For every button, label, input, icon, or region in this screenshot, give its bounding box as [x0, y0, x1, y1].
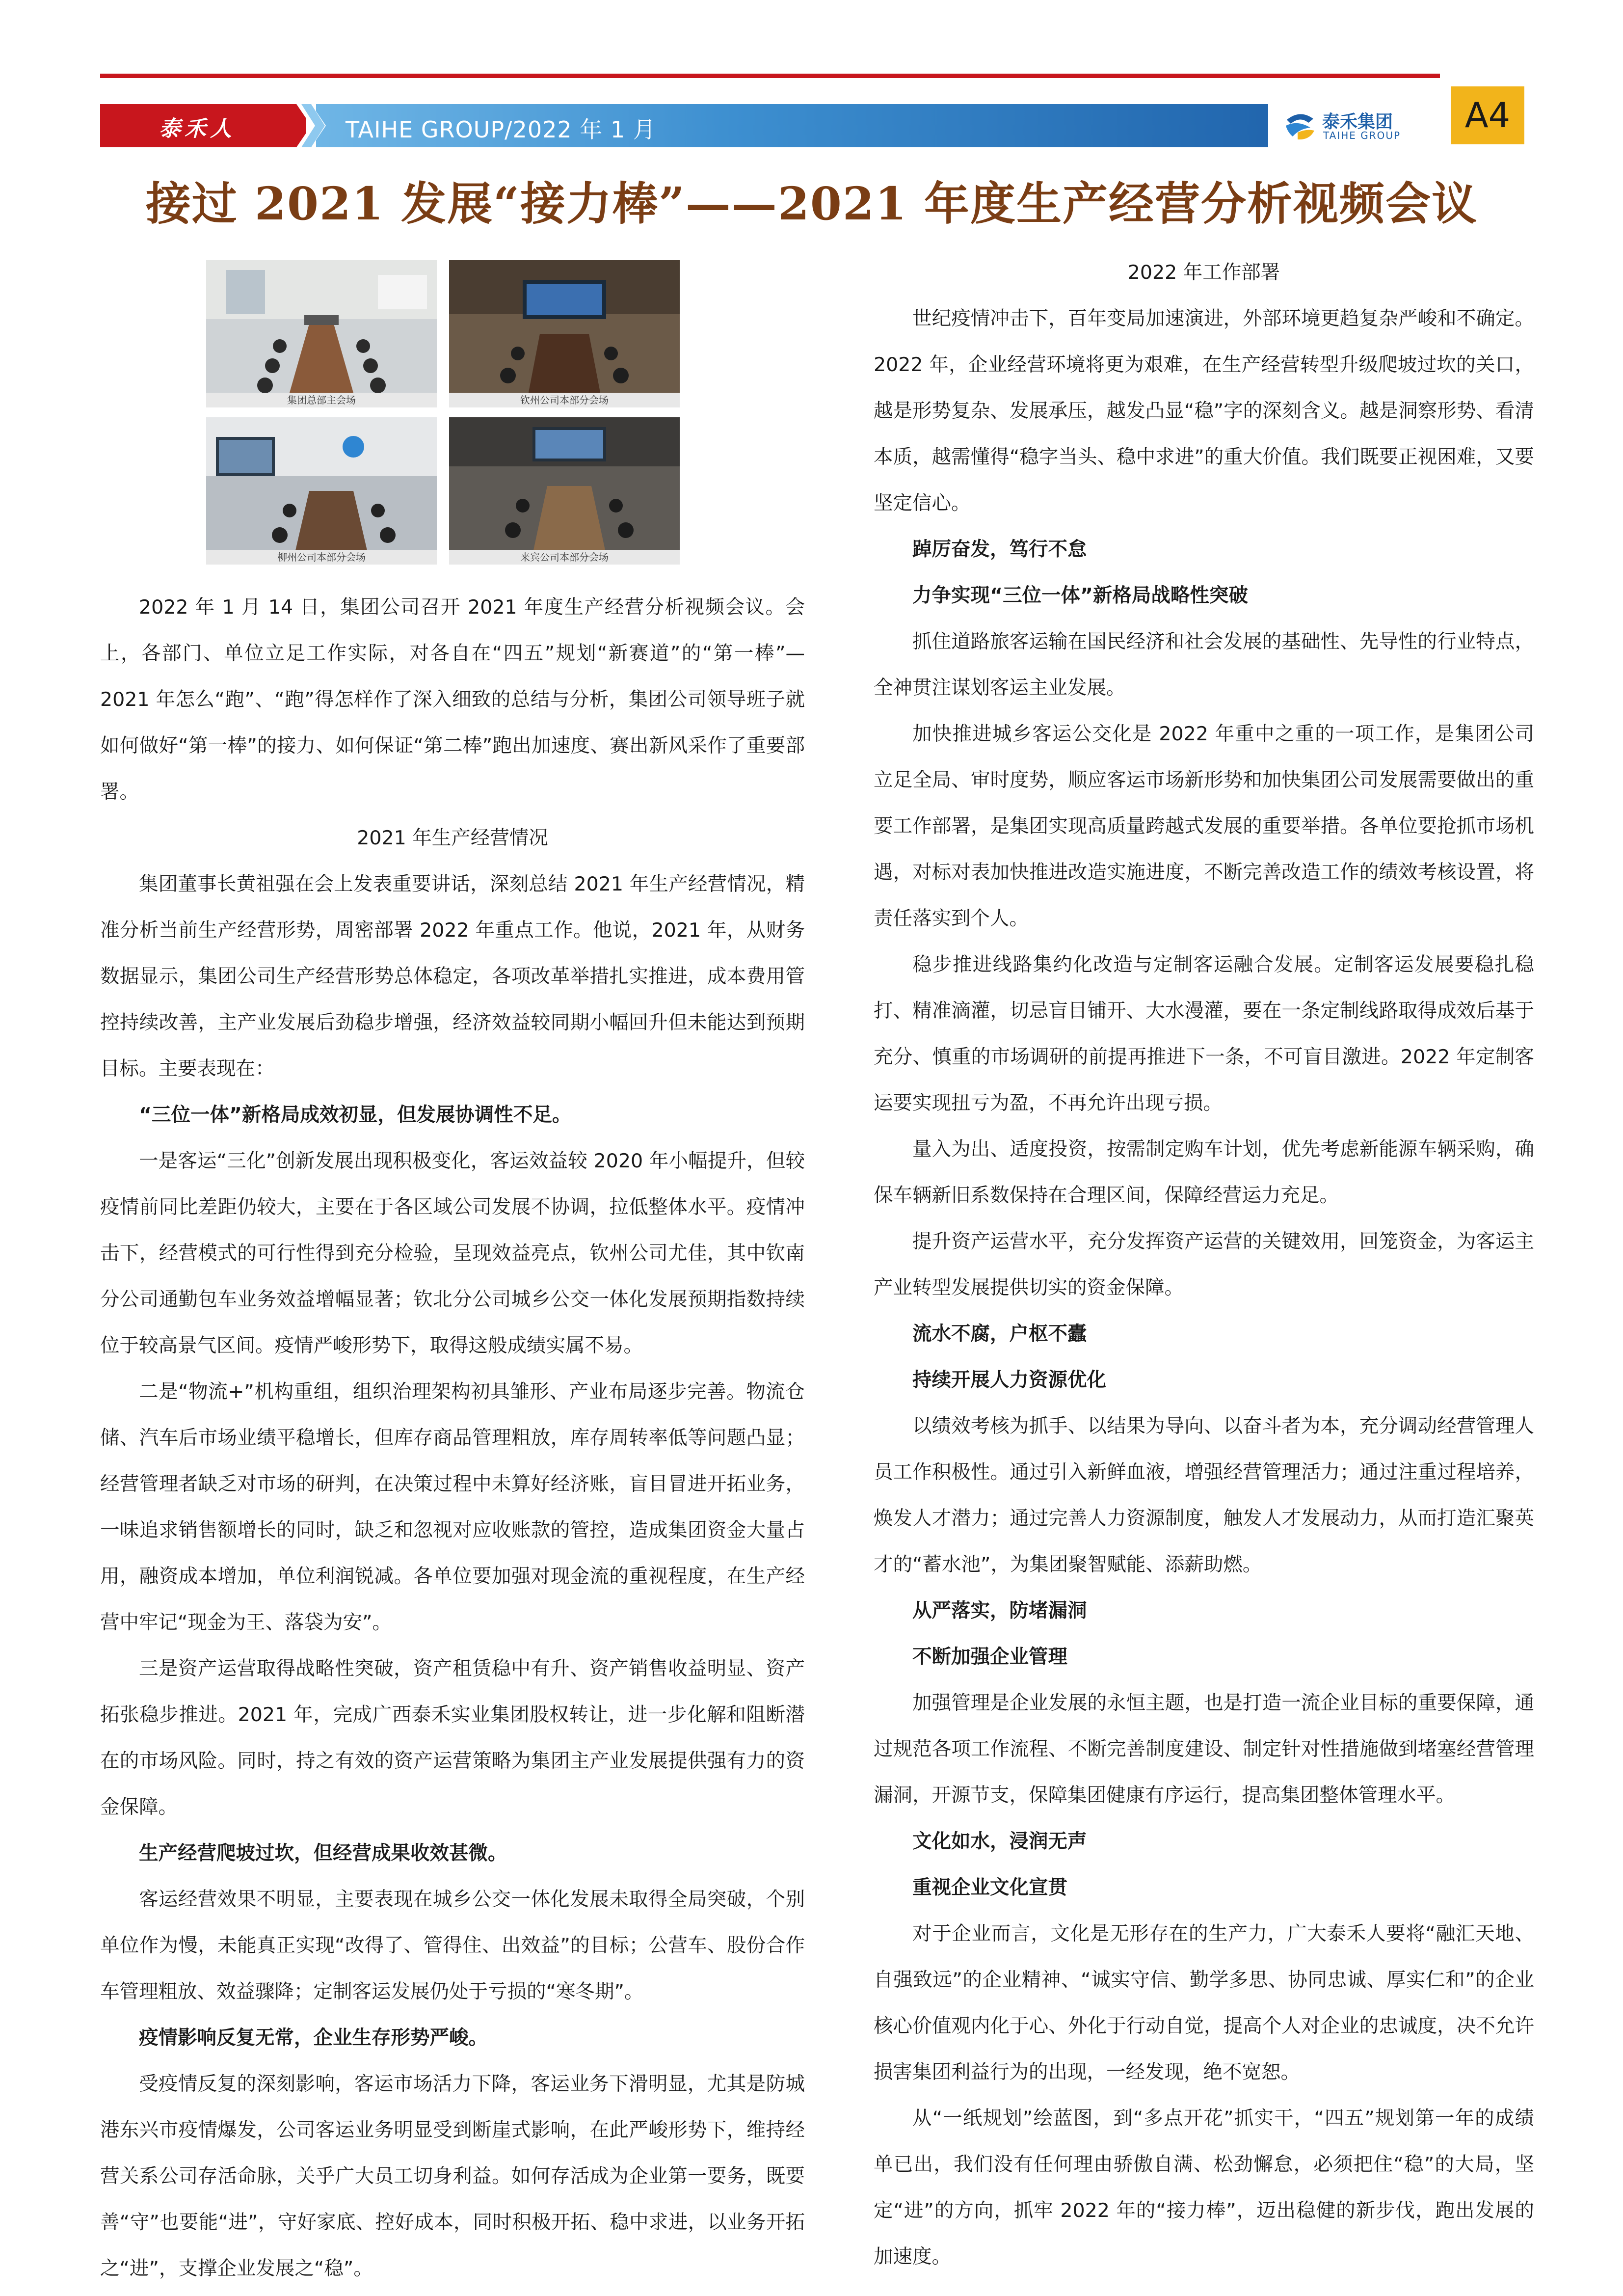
chevron-icon: [296, 104, 326, 147]
masthead-issue: TAIHE GROUP/2022 年 1 月: [346, 116, 656, 143]
logo-text-cn: 泰禾集团: [1322, 112, 1393, 132]
right-article-column: [874, 249, 1534, 2280]
paragraph: 世纪疫情冲击下，百年变局加速演进，外部环境更趋复杂严峻和不确定。2022 年，企业经营环境将更为艰难，在生产经营转型升级爬坡过坎的关口，越是形势复杂、发展承压，越发凸显“稳”字的深刻含义。越是洞察形势、看清本质，越需懂得“稳字当头、稳中求进”的重大价值。我们既要正视困难，又要坚定信心。: [874, 307, 1534, 514]
photo-caption: 钦州公司本部分会场: [449, 393, 680, 407]
photo-hq-main-venue: [206, 260, 437, 407]
photo-qinzhou-venue: [449, 260, 680, 407]
bold-subheading: 从严落实，防堵漏洞: [912, 1599, 1087, 1622]
paragraph: 从“一纸规划”绘蓝图，到“多点开花”抓实干，“四五”规划第一年的成绩单已出，我们没有任何理由骄傲自满、松劲懈怠，必须把住“稳”的大局，坚定“进”的方向，抓牢 2022 年的“接力棒”，迈出稳健的新步伐，跑出发展的加速度。: [874, 2107, 1534, 2268]
section-heading: 2022 年工作部署: [1127, 261, 1280, 284]
logo-text-en: TAIHE GROUP: [1323, 130, 1401, 141]
paragraph: 提升资产运营水平，充分发挥资产运营的关键效用，回笼资金，为客运主产业转型发展提供切实的资金保障。: [874, 1230, 1534, 1299]
bold-subheading: 疫情影响反复无常，企业生存形势严峻。: [139, 2026, 488, 2049]
section-heading: 2021 年生产经营情况: [357, 827, 548, 849]
masthead-band: [100, 104, 1440, 147]
paragraph: 稳步推进线路集约化改造与定制客运融合发展。定制客运发展要稳扎稳打、精准滴灌，切忌盲目铺开、大水漫灌，要在一条定制线路取得成效后基于充分、慎重的市场调研的前提再推进下一条，不可盲目激进。2022 年定制客运要实现扭亏为盈，不再允许出现亏损。: [874, 953, 1534, 1114]
paragraph: 二是“物流+”机构重组，组织治理架构初具雏形、产业布局逐步完善。物流仓储、汽车后市场业绩平稳增长，但库存商品管理粗放，库存周转率低等问题凸显；经营管理者缺乏对市场的研判，在决策过程中未算好经济账，盲目冒进开拓业务，一味追求销售额增长的同时，缺乏和忽视对应收账款的管控，造成集团资金大量占用，融资成本增加，单位利润锐减。各单位要加强对现金流的重视程度，在生产经营中牢记“现金为王、落袋为安”。: [100, 1380, 805, 1634]
photo-caption: 集团总部主会场: [206, 393, 437, 407]
paragraph: 量入为出、适度投资，按需制定购车计划，优先考虑新能源车辆采购，确保车辆新旧系数保持在合理区间，保障经营运力充足。: [874, 1138, 1534, 1207]
photo-liuzhou-venue: [206, 417, 437, 565]
article-headline: 接过 2021 发展“接力棒”——2021 年度生产经营分析视频会议: [145, 177, 1478, 230]
paragraph: 抓住道路旅客运输在国民经济和社会发展的基础性、先导性的行业特点，全神贯注谋划客运主业发展。: [874, 630, 1534, 699]
bold-subheading: 文化如水，浸润无声: [912, 1830, 1087, 1853]
paragraph: 客运经营效果不明显，主要表现在城乡公交一体化发展未取得全局突破，个别单位作为慢，未能真正实现“改得了、管得住、出效益”的目标；公营车、股份合作车管理粗放、效益骤降；定制客运发展仍处于亏损的“寒冬期”。: [100, 1888, 805, 2003]
masthead-brand: 泰禾人: [159, 116, 236, 141]
bold-subheading: 生产经营爬坡过坎，但经营成果收效甚微。: [139, 1842, 507, 1864]
paragraph: 加快推进城乡客运公交化是 2022 年重中之重的一项工作，是集团公司立足全局、审时度势，顺应客运市场新形势和加快集团公司发展需要做出的重要工作部署，是集团实现高质量跨越式发展的重要举措。各单位要抢抓市场机遇，对标对表加快推进改造实施进度，不断完善改造工作的绩效考核设置，将责任落实到个人。: [874, 723, 1534, 930]
paragraph: 三是资产运营取得战略性突破，资产租赁稳中有升、资产销售收益明显、资产拓张稳步推进。2021 年，完成广西泰禾实业集团股权转让，进一步化解和阻断潜在的市场风险。同时，持之有效的资产运营策略为集团主产业发展提供强有力的资金保障。: [100, 1657, 805, 1818]
paragraph: 加强管理是企业发展的永恒主题，也是打造一流企业目标的重要保障，通过规范各项工作流程、不断完善制度建设、制定针对性措施做到堵塞经营管理漏洞，开源节支，保障集团健康有序运行，提高集团整体管理水平。: [874, 1692, 1534, 1807]
page-number-tab: A4: [1451, 86, 1524, 144]
photo-laibin-venue: [449, 417, 680, 565]
photo-caption: 柳州公司本部分会场: [206, 550, 437, 565]
bold-subheading: 持续开展人力资源优化: [912, 1369, 1106, 1391]
photo-grid: [206, 260, 682, 565]
paragraph: 一是客运“三化”创新发展出现积极变化，客运效益较 2020 年小幅提升，但较疫情前同比差距仍较大，主要在于各区域公司发展不协调，拉低整体水平。疫情冲击下，经营模式的可行性得到充分检验，呈现效益亮点，钦州公司尤佳，其中钦南分公司通勤包车业务效益增幅显著；钦北分公司城乡公交一体化发展预期指数持续位于较高景气区间。疫情严峻形势下，取得这般成绩实属不易。: [100, 1150, 805, 1357]
top-red-rule: [100, 74, 1440, 78]
bold-subheading: 流水不腐，户枢不蠹: [912, 1323, 1087, 1345]
photo-caption: 来宾公司本部分会场: [449, 550, 680, 565]
bold-subheading: 力争实现“三位一体”新格局战略性突破: [912, 584, 1248, 607]
bold-subheading: “三位一体”新格局成效初显，但发展协调性不足。: [139, 1104, 572, 1126]
paragraph: 受疫情反复的深刻影响，客运市场活力下降，客运业务下滑明显，尤其是防城港东兴市疫情爆发，公司客运业务明显受到断崖式影响，在此严峻形势下，维持经营关系公司存活命脉，关乎广大员工切身利益。如何存活成为企业第一要务，既要善“守”也要能“进”，守好家底、控好成本，同时积极开拓、稳中求进，以业务开拓之“进”，支撑企业发展之“稳”。: [100, 2073, 805, 2280]
left-article-column: [100, 584, 805, 2292]
taihe-logo-icon: [1283, 109, 1317, 142]
bold-subheading: 踔厉奋发，笃行不怠: [912, 538, 1087, 561]
paragraph: 以绩效考核为抓手、以结果为导向、以奋斗者为本，充分调动经营管理人员工作积极性。通过引入新鲜血液，增强经营管理活力；通过注重过程培养，焕发人才潜力；通过完善人力资源制度，触发人才发展动力，从而打造汇聚英才的“蓄水池”，为集团聚智赋能、添薪助燃。: [874, 1415, 1534, 1576]
paragraph: 对于企业而言，文化是无形存在的生产力，广大泰禾人要将“融汇天地、自强致远”的企业精神、“诚实守信、勤学多思、协同忠诚、厚实仁和”的企业核心价值观内化于心、外化于行动自觉，提高个人对企业的忠诚度，决不允许损害集团利益行为的出现，一经发现，绝不宽恕。: [874, 1922, 1534, 2083]
paragraph: 集团董事长黄祖强在会上发表重要讲话，深刻总结 2021 年生产经营情况，精准分析当前生产经营形势，周密部署 2022 年重点工作。他说，2021 年，从财务数据显示，集团公司生产经营形势总体稳定，各项改革举措扎实推进，成本费用管控持续改善，主产业发展后劲稳步增强，经济效益较同期小幅回升但未能达到预期目标。主要表现在：: [100, 873, 805, 1080]
bold-subheading: 重视企业文化宣贯: [912, 1876, 1067, 1899]
paragraph: 2022 年 1 月 14 日，集团公司召开 2021 年度生产经营分析视频会议。会上，各部门、单位立足工作实际，对各自在“四五”规划“新赛道”的“第一棒”—2021 年怎么“跑”、“跑”得怎样作了深入细致的总结与分析，集团公司领导班子就如何做好“第一棒”的接力、如何保证“第二棒”跑出加速度、赛出新风采作了重要部署。: [100, 596, 805, 803]
bold-subheading: 不断加强企业管理: [912, 1646, 1067, 1668]
